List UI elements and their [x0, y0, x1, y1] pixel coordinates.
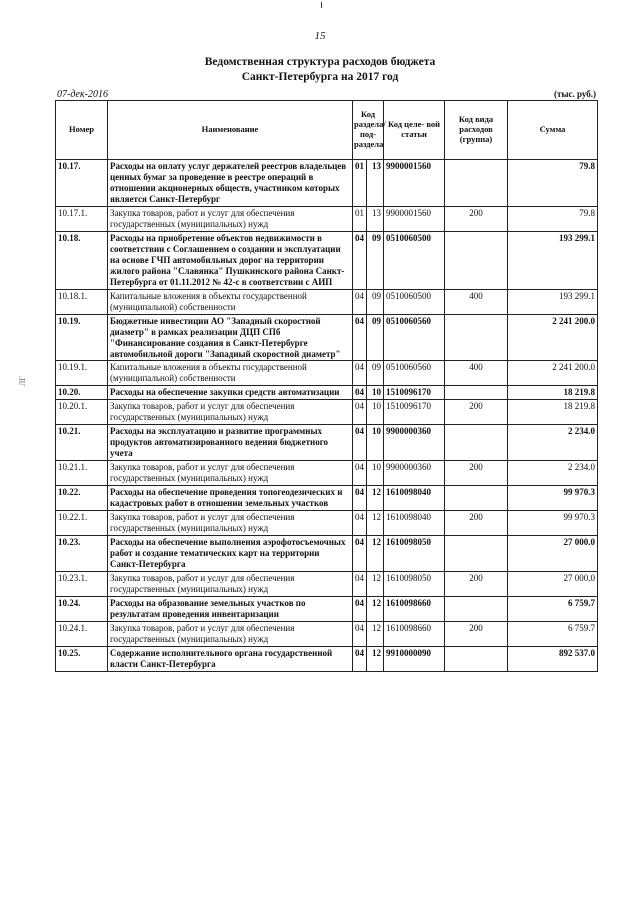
- row-target-code: 1610098050: [384, 536, 445, 572]
- row-name: Расходы на обеспечение выполнения аэрофотосъемочных работ и создание тематических карт на территории Санкт-Петербурга: [108, 536, 353, 572]
- row-number: 10.19.: [56, 314, 108, 361]
- row-section-code: 04: [353, 361, 367, 386]
- row-number: 10.20.: [56, 386, 108, 400]
- row-section-code: 04: [353, 386, 367, 400]
- row-name: Закупка товаров, работ и услуг для обеспечения государственных (муниципальных) нужд: [108, 571, 353, 596]
- row-subsection-code: 13: [367, 160, 384, 207]
- table-row: [56, 206, 598, 231]
- row-section-code: 04: [353, 511, 367, 536]
- row-number: 10.18.1.: [56, 289, 108, 314]
- row-number: 10.25.: [56, 646, 108, 671]
- row-section-code: 04: [353, 571, 367, 596]
- row-expense-kind: 200: [445, 461, 508, 486]
- row-section-code: 04: [353, 646, 367, 671]
- row-section-code: 01: [353, 206, 367, 231]
- row-name: Бюджетные инвестиции АО "Западный скоростной диаметр" в рамках реализации ДЦП СПб "Финансирование создания в Санкт-Петербурге автомобильной дороги "Западный скоростной диаметр": [108, 314, 353, 361]
- row-sum: 2 234.0: [508, 461, 598, 486]
- row-section-code: 04: [353, 486, 367, 511]
- row-subsection-code: 09: [367, 289, 384, 314]
- table-row: [56, 231, 598, 289]
- row-expense-kind: [445, 646, 508, 671]
- row-expense-kind: [445, 386, 508, 400]
- row-target-code: 9900000360: [384, 425, 445, 461]
- row-subsection-code: 13: [367, 206, 384, 231]
- row-target-code: 1610098040: [384, 511, 445, 536]
- header-section-code: Код раздела/ под- раздела: [353, 101, 384, 160]
- row-name: Расходы на образование земельных участков по результатам проведения инвентаризации: [108, 596, 353, 621]
- row-name: Расходы на приобретение объектов недвижимости в соответствии с Соглашением о создании и эксплуатации на основе ГЧП автомобильных дорог на территории жилого района "Славянка" Пушкинского района Санкт-Петербурга от 01.11.2012 № 42-с в соответствии с АИП: [108, 231, 353, 289]
- row-expense-kind: 400: [445, 289, 508, 314]
- row-expense-kind: [445, 314, 508, 361]
- row-target-code: 1610098660: [384, 621, 445, 646]
- row-expense-kind: [445, 425, 508, 461]
- header-sum: Сумма: [508, 101, 598, 160]
- row-number: 10.17.1.: [56, 206, 108, 231]
- row-sum: 6 759.7: [508, 596, 598, 621]
- row-subsection-code: 12: [367, 486, 384, 511]
- document-date: 07-дек-2016: [57, 89, 108, 100]
- row-sum: 18 219.8: [508, 400, 598, 425]
- row-target-code: 9910000090: [384, 646, 445, 671]
- header-number: Номер: [56, 101, 108, 160]
- table-row: [56, 314, 598, 361]
- row-number: 10.23.: [56, 536, 108, 572]
- row-sum: 193 299.1: [508, 289, 598, 314]
- row-section-code: 04: [353, 461, 367, 486]
- row-subsection-code: 09: [367, 231, 384, 289]
- row-expense-kind: 200: [445, 571, 508, 596]
- row-subsection-code: 09: [367, 361, 384, 386]
- row-expense-kind: 200: [445, 511, 508, 536]
- row-number: 10.22.1.: [56, 511, 108, 536]
- document-title-line1: Ведомственная структура расходов бюджета: [204, 56, 436, 68]
- row-expense-kind: [445, 231, 508, 289]
- table-row: [56, 571, 598, 596]
- row-number: 10.24.: [56, 596, 108, 621]
- row-section-code: 04: [353, 400, 367, 425]
- row-target-code: 0510060560: [384, 314, 445, 361]
- budget-table: [55, 100, 598, 672]
- row-expense-kind: [445, 160, 508, 207]
- row-subsection-code: 12: [367, 621, 384, 646]
- row-section-code: 04: [353, 621, 367, 646]
- table-row: [56, 511, 598, 536]
- row-number: 10.24.1.: [56, 621, 108, 646]
- row-subsection-code: 12: [367, 646, 384, 671]
- header-expense-kind: Код вида расходов (группа): [445, 101, 508, 160]
- row-target-code: 1610098660: [384, 596, 445, 621]
- row-sum: 27 000.0: [508, 536, 598, 572]
- row-subsection-code: 10: [367, 461, 384, 486]
- row-sum: 99 970.3: [508, 511, 598, 536]
- row-name: Расходы на обеспечение закупки средств автоматизации: [108, 386, 353, 400]
- row-subsection-code: 09: [367, 314, 384, 361]
- row-name: Содержание исполнительного органа государственной власти Санкт-Петербурга: [108, 646, 353, 671]
- row-target-code: 9900001560: [384, 160, 445, 207]
- table-body: [56, 160, 598, 672]
- row-subsection-code: 12: [367, 511, 384, 536]
- row-section-code: 04: [353, 231, 367, 289]
- row-name: Закупка товаров, работ и услуг для обеспечения государственных (муниципальных) нужд: [108, 206, 353, 231]
- row-expense-kind: [445, 596, 508, 621]
- row-expense-kind: 200: [445, 621, 508, 646]
- document-title-line2: Санкт-Петербурга на 2017 год: [241, 71, 399, 83]
- row-target-code: 9900000360: [384, 461, 445, 486]
- row-number: 10.23.1.: [56, 571, 108, 596]
- row-target-code: 0510060560: [384, 361, 445, 386]
- row-sum: 79.8: [508, 160, 598, 207]
- table-header-row: [56, 101, 598, 160]
- row-expense-kind: [445, 536, 508, 572]
- row-expense-kind: 200: [445, 400, 508, 425]
- row-number: 10.21.: [56, 425, 108, 461]
- row-sum: 892 537.0: [508, 646, 598, 671]
- row-section-code: 01: [353, 160, 367, 207]
- page-number: 15: [314, 30, 326, 42]
- header-target-code: Код целе- вой статьи: [384, 101, 445, 160]
- row-section-code: 04: [353, 536, 367, 572]
- table-row: [56, 596, 598, 621]
- row-subsection-code: 10: [367, 386, 384, 400]
- row-subsection-code: 12: [367, 571, 384, 596]
- table-row: [56, 536, 598, 572]
- row-section-code: 04: [353, 314, 367, 361]
- table-row: [56, 289, 598, 314]
- row-sum: 2 241 200.0: [508, 314, 598, 361]
- table-row: [56, 386, 598, 400]
- row-name: Закупка товаров, работ и услуг для обеспечения государственных (муниципальных) нужд: [108, 400, 353, 425]
- row-target-code: 1610098040: [384, 486, 445, 511]
- row-number: 10.20.1.: [56, 400, 108, 425]
- top-tick-mark: [321, 2, 322, 8]
- row-name: Капитальные вложения в объекты государственной (муниципальной) собственности: [108, 361, 353, 386]
- row-target-code: 9900001560: [384, 206, 445, 231]
- table-row: [56, 425, 598, 461]
- row-number: 10.22.: [56, 486, 108, 511]
- row-target-code: 0510060500: [384, 231, 445, 289]
- row-sum: 79.8: [508, 206, 598, 231]
- row-name: Закупка товаров, работ и услуг для обеспечения государственных (муниципальных) нужд: [108, 511, 353, 536]
- row-sum: 2 241 200.0: [508, 361, 598, 386]
- row-sum: 193 299.1: [508, 231, 598, 289]
- row-target-code: 1610098050: [384, 571, 445, 596]
- row-sum: 18 219.8: [508, 386, 598, 400]
- row-section-code: 04: [353, 425, 367, 461]
- row-target-code: 1510096170: [384, 386, 445, 400]
- table-row: [56, 461, 598, 486]
- units-label: (тыс. руб.): [554, 89, 596, 99]
- row-expense-kind: 200: [445, 206, 508, 231]
- side-margin-mark: ЛГ: [18, 375, 27, 386]
- row-name: Закупка товаров, работ и услуг для обеспечения государственных (муниципальных) нужд: [108, 461, 353, 486]
- row-sum: 6 759.7: [508, 621, 598, 646]
- row-number: 10.17.: [56, 160, 108, 207]
- row-sum: 99 970.3: [508, 486, 598, 511]
- row-target-code: 1510096170: [384, 400, 445, 425]
- row-number: 10.19.1.: [56, 361, 108, 386]
- row-subsection-code: 10: [367, 425, 384, 461]
- row-target-code: 0510060500: [384, 289, 445, 314]
- table-row: [56, 400, 598, 425]
- row-sum: 2 234.0: [508, 425, 598, 461]
- row-sum: 27 000.0: [508, 571, 598, 596]
- row-name: Расходы на эксплуатацию и развитие программных продуктов автоматизированного ведения бюджетного учета: [108, 425, 353, 461]
- header-name: Наименование: [108, 101, 353, 160]
- row-number: 10.21.1.: [56, 461, 108, 486]
- row-expense-kind: 400: [445, 361, 508, 386]
- row-name: Расходы на обеспечение проведения топогеодезических и кадастровых работ в отношении земельных участков: [108, 486, 353, 511]
- table-row: [56, 621, 598, 646]
- row-number: 10.18.: [56, 231, 108, 289]
- table-row: [56, 160, 598, 207]
- row-section-code: 04: [353, 596, 367, 621]
- row-subsection-code: 12: [367, 536, 384, 572]
- table-row: [56, 646, 598, 671]
- row-subsection-code: 10: [367, 400, 384, 425]
- row-name: Расходы на оплату услуг держателей реестров владельцев ценных бумаг за проведение в реестре операций в отношении акционерных обществ, участником которых является Санкт-Петербург: [108, 160, 353, 207]
- row-name: Закупка товаров, работ и услуг для обеспечения государственных (муниципальных) нужд: [108, 621, 353, 646]
- table-row: [56, 486, 598, 511]
- row-name: Капитальные вложения в объекты государственной (муниципальной) собственности: [108, 289, 353, 314]
- table-row: [56, 361, 598, 386]
- row-expense-kind: [445, 486, 508, 511]
- row-subsection-code: 12: [367, 596, 384, 621]
- row-section-code: 04: [353, 289, 367, 314]
